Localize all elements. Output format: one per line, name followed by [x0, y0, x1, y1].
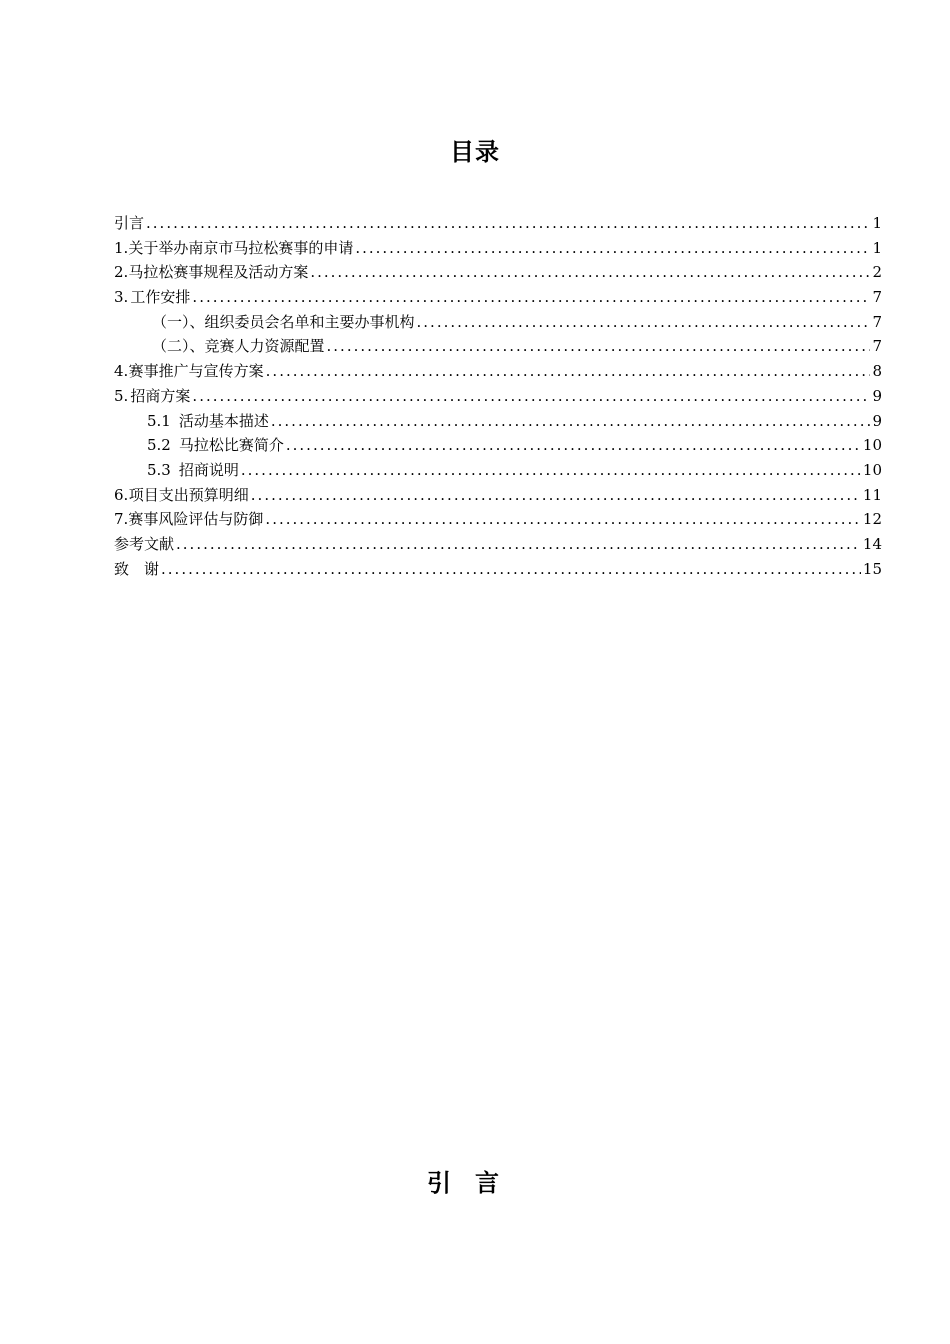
toc-entry-2[interactable]	[114, 260, 882, 285]
toc-entry-page: 7	[872, 312, 882, 331]
toc-entry-label: （一）、组织委员会名单和主要办事机构	[152, 312, 415, 331]
toc-entry-page: 14	[862, 534, 882, 553]
toc-entry-number: 2.	[114, 263, 129, 282]
toc-entry-page: 1	[872, 214, 882, 232]
toc-leader-dots	[271, 409, 871, 434]
toc-entry-label: 活动基本描述	[178, 411, 269, 430]
toc-entry-page: 8	[872, 362, 882, 381]
toc-entry-label: （二）、竞赛人力资源配置	[152, 337, 325, 356]
toc-leader-dots	[161, 557, 861, 582]
toc-entry-label: 赛事风险评估与防御	[128, 510, 264, 529]
toc-entry-number: 5.3	[147, 460, 171, 479]
toc-leader-dots	[265, 507, 860, 532]
toc-entry-5-2[interactable]	[114, 433, 882, 458]
toc-leader-dots	[327, 334, 871, 359]
toc-leader-dots	[176, 532, 861, 557]
toc-entry-4[interactable]	[114, 359, 882, 384]
toc-entry-7[interactable]	[114, 507, 882, 532]
toc-entry-1[interactable]	[114, 236, 882, 261]
toc-entry-5-1[interactable]	[114, 409, 882, 434]
toc-entry-label: 项目支出预算明细	[128, 485, 249, 504]
toc-entry-page: 7	[872, 288, 882, 307]
toc-leader-dots	[355, 236, 870, 261]
toc-entry-label: 招商方案	[130, 386, 191, 405]
toc-entry-page: 12	[862, 510, 882, 529]
toc-leader-dots	[146, 211, 870, 236]
toc-leader-dots	[286, 433, 861, 458]
toc-leader-dots	[417, 310, 871, 335]
toc-title: 目录	[450, 138, 500, 166]
toc-entry-page: 1	[872, 238, 882, 257]
toc-entry-5[interactable]	[114, 384, 882, 409]
toc-entry-number: 1.	[114, 238, 129, 257]
toc-entry-page: 9	[872, 411, 882, 430]
toc-entry-number: 7.	[114, 510, 129, 529]
toc-entry-page: 11	[862, 485, 882, 504]
table-of-contents	[114, 211, 882, 581]
toc-entry-label: 马拉松比赛简介	[178, 436, 284, 455]
toc-entry-label: 马拉松赛事规程及活动方案	[128, 263, 309, 282]
toc-entry-3[interactable]	[114, 285, 882, 310]
toc-entry-number: 4.	[114, 362, 129, 381]
toc-entry-label: 致 谢	[114, 559, 160, 578]
toc-leader-dots	[310, 260, 870, 285]
toc-entry-label: 招商说明	[178, 460, 239, 479]
toc-leader-dots	[192, 285, 870, 310]
toc-entry-page: 2	[872, 263, 882, 282]
toc-entry-label: 参考文献	[114, 534, 175, 553]
toc-leader-dots	[192, 384, 870, 409]
toc-leader-dots	[266, 359, 871, 384]
toc-entry-number: 5.	[114, 386, 129, 405]
toc-entry-label: 关于举办南京市马拉松赛事的申请	[128, 238, 354, 257]
intro-heading: 引言	[427, 1169, 523, 1197]
toc-entry-number: 3.	[114, 288, 129, 307]
toc-leader-dots	[251, 483, 861, 508]
toc-entry-page: 7	[872, 337, 882, 356]
toc-entry-number: 5.2	[147, 436, 171, 455]
toc-entry-label: 赛事推广与宣传方案	[128, 362, 264, 381]
toc-entry-page: 15	[862, 559, 882, 578]
toc-entry-label: 工作安排	[130, 288, 191, 307]
toc-entry-intro[interactable]	[114, 211, 882, 236]
toc-entry-acknowledgements[interactable]	[114, 557, 882, 582]
toc-entry-page: 10	[862, 460, 882, 479]
toc-entry-5-3[interactable]	[114, 458, 882, 483]
toc-entry-6[interactable]	[114, 483, 882, 508]
toc-entry-page: 10	[862, 436, 882, 455]
toc-entry-3-1[interactable]	[114, 310, 882, 335]
toc-entry-number: 6.	[114, 485, 129, 504]
toc-entry-3-2[interactable]	[114, 334, 882, 359]
toc-entry-number: 5.1	[147, 411, 171, 430]
toc-entry-page: 9	[872, 386, 882, 405]
toc-entry-references[interactable]	[114, 532, 882, 557]
toc-leader-dots	[241, 458, 861, 483]
toc-entry-label: 引言	[114, 214, 145, 232]
